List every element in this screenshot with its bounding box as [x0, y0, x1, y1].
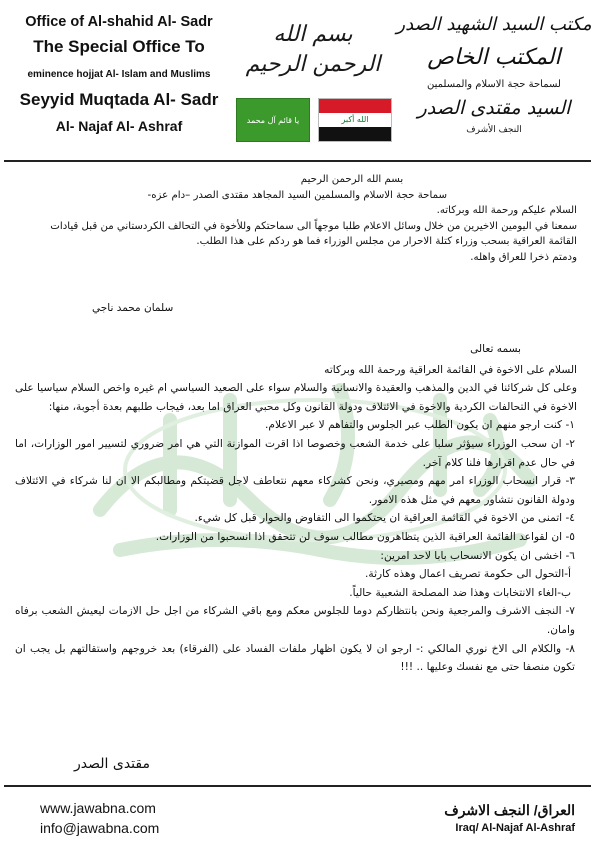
letter-body-line1: سمعنا في اليومين الاخيرين من خلال وسائل الاعلام طلبا موجهاً الى سماحتكم وللأخوة في التحالف الكردستاني من قبل قيادات: [50, 220, 577, 232]
header-divider: [4, 160, 591, 162]
city-en: Al- Najaf Al- Ashraf: [55, 118, 183, 134]
arabic-letterhead: [396, 12, 592, 136]
special-office-ar: المكتب الخاص: [427, 45, 561, 70]
reply-subitem: أ-التحول الى حكومة تصريف اعمال وهذه كارثة.: [365, 568, 571, 581]
footer-divider: [4, 785, 591, 787]
reply-greeting: السلام على الاخوة في القائمة العراقية ورحمة الله وبركاته: [324, 363, 577, 376]
basmala-calligraphy: بسم الله الرحمن الرحيم: [245, 22, 381, 77]
letterhead: [0, 0, 595, 160]
location-ar: العراق/ النجف الاشرف: [444, 802, 575, 818]
location-en: Iraq/ Al-Najaf Al-Ashraf: [455, 822, 575, 834]
letter-body-line2: القائمة العراقية بسحب وزراء كتلة الاحرار من مجلس الوزراء فما هو ردكم على هذا الطلب.: [196, 236, 577, 247]
reply-item: ٥- ان لقواعد القائمة العراقية الذين يتظاهرون مطالب سوف لن تتحقق اذا انسحبوا من الوزارات.: [155, 530, 575, 543]
title-ar: لسماحة حجة الاسلام والمسلمين: [427, 79, 561, 90]
office-name-en: Office of Al-shahid Al- Sadr: [25, 14, 213, 30]
reply-text: [15, 340, 577, 677]
person-name-ar: السيد مقتدى الصدر: [417, 97, 571, 119]
english-letterhead: [8, 12, 230, 136]
reply-subitem: ب-الغاء الانتخابات وهذا ضد المصلحة الشعبية حالياً.: [349, 586, 571, 599]
reply-item: ٨- والكلام الى الاخ نوري المالكي :- ارجو ان لا يكون اظهار ملفات الفساد على (الفرقاء) بعد خروجهم واستقالتهم بل يجب ان تكون منصفا حتى مع نفسك وعليها .. !!!: [15, 642, 575, 674]
city-ar: النجف الأشرف: [466, 125, 522, 135]
green-banner: [236, 98, 310, 142]
reply-signature: مقتدى الصدر: [74, 756, 150, 772]
letter-signature: سلمان محمد ناجي: [92, 302, 174, 314]
letter-addressee: سماحة حجة الاسلام والمسلمين السيد المجاهد مقتدى الصدر –دام عزه-: [147, 189, 447, 201]
reply-intro: وعلى كل شركائنا في الدين والمذهب والعقيدة والانسانية والسلام سواء على الصعيد السياسي ام غيره واخص السلام سياسيا على الاخوة في التحالفات الكردية والاخوة في الائتلاف ودولة القانون وكل محبي العراق اما بعد، فيجاب طلبهم بعدة أجوبة، منها:: [15, 382, 577, 413]
letter-closing: ودمتم ذخرا للعراق واهله.: [470, 251, 577, 263]
reply-item: ٧- النجف الاشرف والمرجعية ونحن بانتظاركم دوما للجلوس معكم ومع باقي الشركاء من اجل حل الازمات ليعيش الشعب برفاه وامان.: [15, 605, 575, 636]
footer-contact: [40, 798, 159, 838]
office-name-ar: مكتب السيد الشهيد الصدر: [396, 14, 592, 35]
reply-item: ١- كنت ارجو منهم ان يكون الطلب عبر الجلوس والتفاهم لا عبر الاعلام.: [265, 419, 575, 432]
reply-title: بسمه تعالى: [470, 343, 521, 355]
reply-item: ٣- قرار انسحاب الوزراء امر مهم ومصيري، ونحن كشركاء معهم نتعاطف لاجل قضيتكم ومطالبكم الا ان لنا شركاء في الائتلاف ودولة القانون نتشاور معهم في مثل هذه الامور.: [15, 475, 575, 506]
footer-location: [444, 800, 575, 836]
flag-text: الله أكبر: [341, 114, 369, 124]
iraq-flag-icon: [318, 98, 392, 142]
letter-greeting: السلام عليكم ورحمة الله وبركاته.: [436, 205, 577, 216]
question-letter: [17, 172, 577, 265]
title-en: eminence hojjat Al- Islam and Muslims: [27, 69, 211, 80]
website-link[interactable]: www.jawabna.com: [40, 800, 156, 816]
banner-text: يا قائم آل محمد: [246, 115, 300, 125]
letter-opening: بسم الله الرحمن الرحيم: [300, 174, 404, 185]
email-link[interactable]: info@jawabna.com: [40, 820, 160, 836]
reply-item: ٢- ان سحب الوزراء سيؤثر سلبا على خدمة الشعب وخصوصا اذا اقرت الموازنة التي هي امر ضروري لتسيير امور الوزارات، اما في حال عدم اقرارها فلنا كلام آخر.: [15, 437, 575, 469]
reply-item: ٦- اخشى ان يكون الانسحاب بابا لاحد امرين:: [380, 549, 575, 562]
reply-item: ٤- اتمنى من الاخوة في القائمة العراقية ان يحتكموا الى التفاوض والحوار قبل كل شيء.: [194, 512, 575, 525]
person-name-en: Seyyid Muqtada Al- Sadr: [19, 90, 219, 109]
special-office-en: The Special Office To: [33, 37, 205, 56]
